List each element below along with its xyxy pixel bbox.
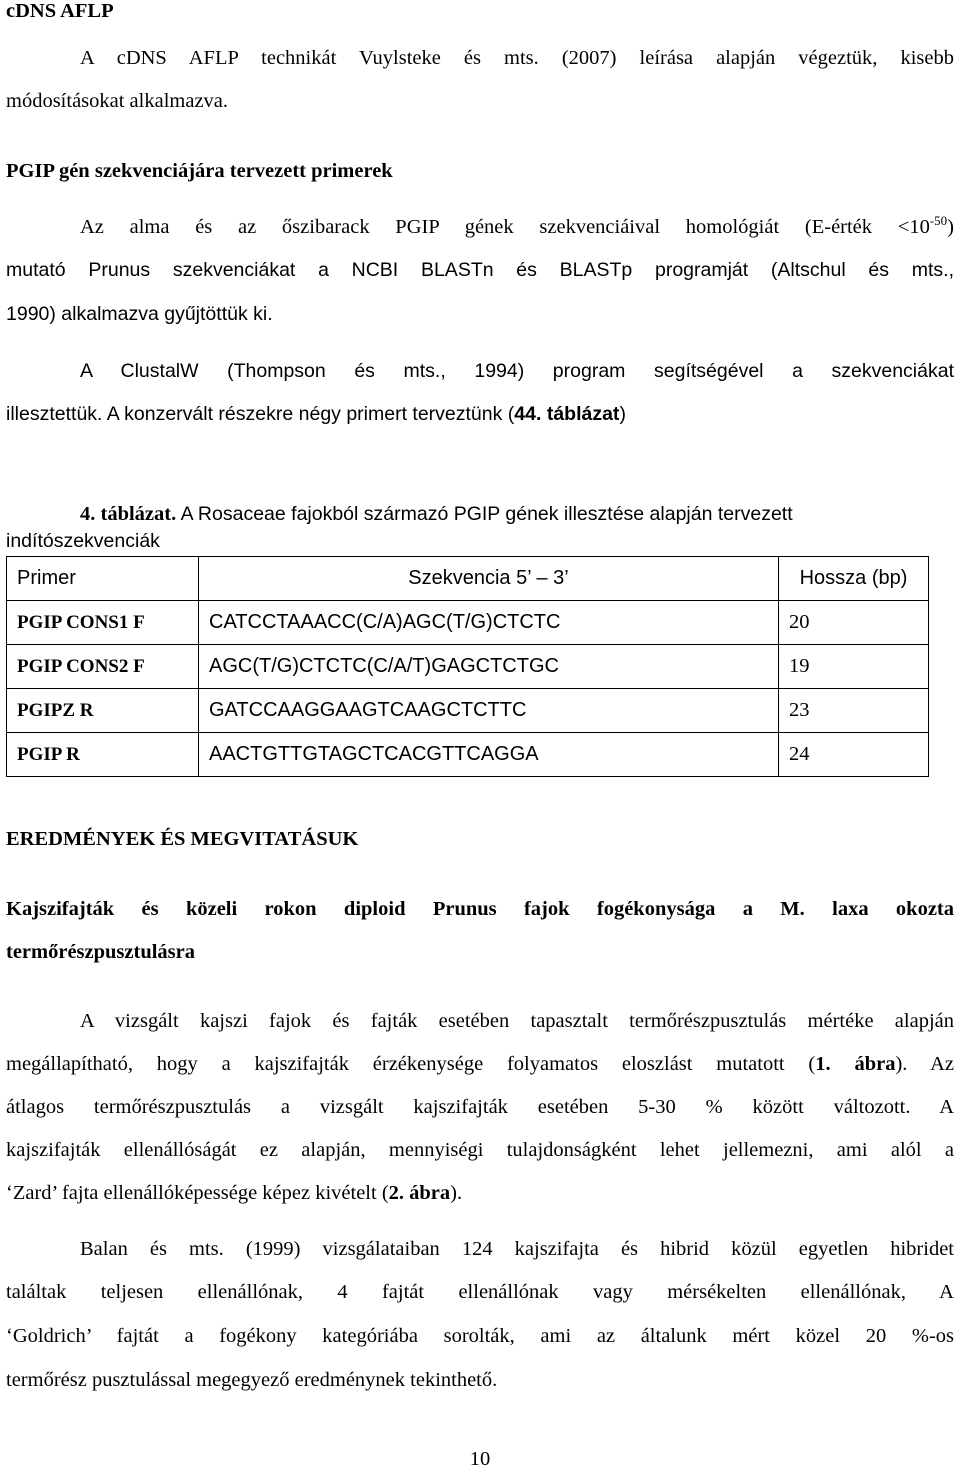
table-row [7, 689, 929, 733]
primer-sequence: AACTGTTGTAGCTCACGTTCAGGA [199, 733, 779, 777]
results-paragraph1-line2: megállapítható, hogy a kajszifajták érzékenysége folyamatos eloszlást mutatott (1. ábra). Az [6, 1053, 954, 1075]
primer-name: PGIP CONS2 F [7, 645, 199, 689]
primer-sequence: GATCCAAGGAAGTCAAGCTCTTC [199, 689, 779, 733]
results-heading: EREDMÉNYEK ÉS MEGVITATÁSUK [6, 828, 359, 850]
primer-length: 19 [779, 645, 929, 689]
primer-length: 24 [779, 733, 929, 777]
table-row [7, 601, 929, 645]
pgip-paragraph2-line2: illesztettük. A konzervált részekre négy primert terveztünk (44. táblázat) [6, 403, 626, 425]
primer-name: PGIP CONS1 F [7, 601, 199, 645]
primer-sequence: AGC(T/G)CTCTC(C/A/T)GAGCTCTGC [199, 645, 779, 689]
header-length: Hossza (bp) [779, 557, 929, 601]
page-number: 10 [469, 1448, 491, 1470]
results-paragraph2-line4: termőrész pusztulással megegyező eredménynek tekinthető. [6, 1369, 498, 1391]
pgip-heading: PGIP gén szekvenciájára tervezett primerek [6, 160, 393, 182]
primer-length: 23 [779, 689, 929, 733]
results-paragraph2-line3: ‘Goldrich’ fajtát a fogékony kategóriába sorolták, ami az általunk mért közel 20 %-os [6, 1325, 954, 1347]
cdns-paragraph-line2: módosításokat alkalmazva. [6, 90, 229, 112]
pgip-paragraph1-line3: 1990) alkalmazva gyűjtöttük ki. [6, 303, 273, 325]
primer-table [6, 556, 929, 777]
cdns-paragraph-line1: A cDNS AFLP technikát Vuylsteke és mts. (2007) leírása alapján végeztük, kisebb [80, 47, 954, 69]
table-caption-line2: indítószekvenciák [6, 530, 160, 552]
results-paragraph1-line1: A vizsgált kajszi fajok és fajták esetében tapasztalt termőrészpusztulás mértéke alapján [80, 1010, 954, 1032]
results-paragraph2-line1: Balan és mts. (1999) vizsgálataiban 124 kajszifajta és hibrid közül egyetlen hibridet [80, 1238, 954, 1260]
results-paragraph1-line3: átlagos termőrészpusztulás a vizsgált kajszifajták esetében 5-30 % között változott. A [6, 1096, 954, 1118]
results-paragraph1-line4: kajszifajták ellenállóságát ez alapján, mennyiségi tulajdonságként lehet jellemezni, ami alól a [6, 1139, 954, 1161]
pgip-paragraph1-line2: mutató Prunus szekvenciákat a NCBI BLASTn és BLASTp programját (Altschul és mts., [6, 259, 954, 281]
results-paragraph2-line2: találtak teljesen ellenállónak, 4 fajtát ellenállónak vagy mérsékelten ellenállónak, A [6, 1281, 954, 1303]
results-subheading-line1: Kajszifajták és közeli rokon diploid Prunus fajok fogékonysága a M. laxa okozta [6, 898, 954, 920]
header-primer: Primer [7, 557, 199, 601]
table-row [7, 733, 929, 777]
results-subheading-line2: termőrészpusztulásra [6, 941, 196, 963]
pgip-paragraph2-line1: A ClustalW (Thompson és mts., 1994) program segítségével a szekvenciákat [80, 360, 954, 382]
primer-length: 20 [779, 601, 929, 645]
table-header-row [7, 557, 929, 601]
table-row [7, 645, 929, 689]
primer-sequence: CATCCTAAACC(C/A)AGC(T/G)CTCTC [199, 601, 779, 645]
primer-name: PGIP R [7, 733, 199, 777]
cdns-heading: cDNS AFLP [6, 0, 114, 22]
header-sequence: Szekvencia 5’ – 3’ [199, 557, 779, 601]
table-caption-line1: 4. táblázat. A Rosaceae fajokból származó PGIP gének illesztése alapján tervezett [80, 503, 793, 525]
pgip-paragraph1-line1: Az alma és az őszibarack PGIP gének szekvenciáival homológiát (E-érték $<10^{-50}$) [80, 213, 954, 238]
primer-name: PGIPZ R [7, 689, 199, 733]
results-paragraph1-line5: ‘Zard’ fajta ellenállóképessége képez kivételt (2. ábra). [6, 1182, 463, 1204]
